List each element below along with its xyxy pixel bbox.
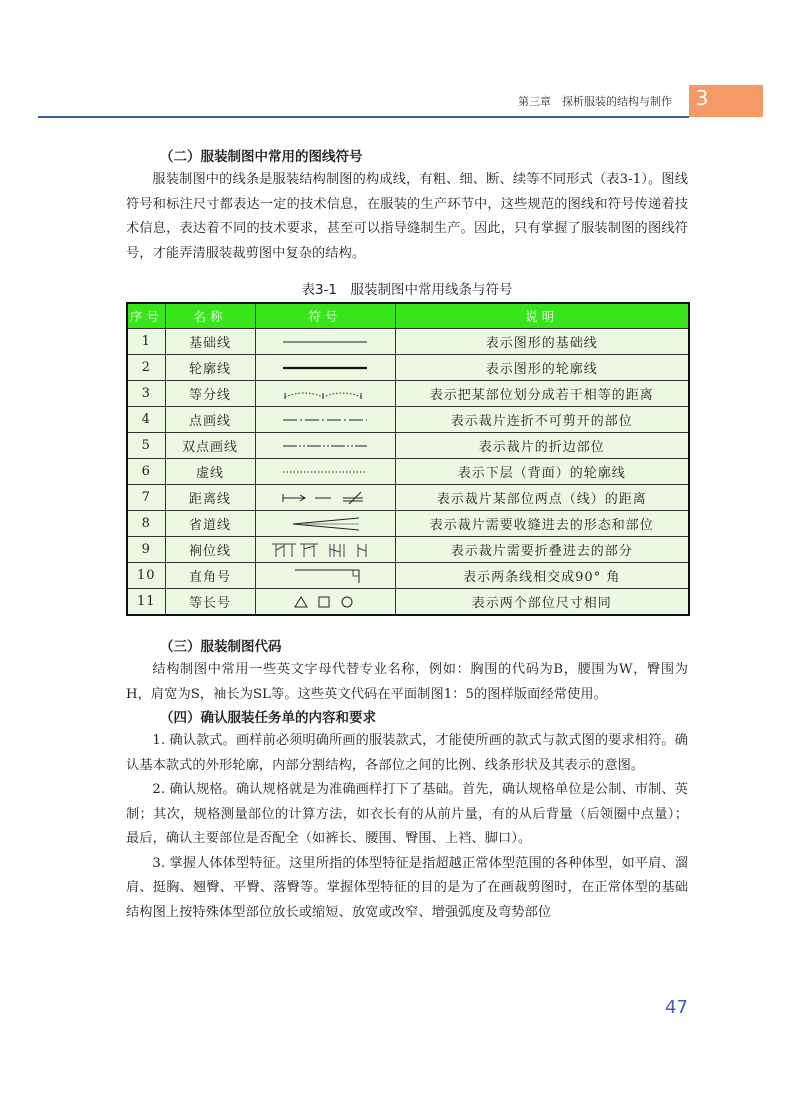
table-row — [127, 329, 689, 355]
table-row — [127, 355, 689, 381]
row-name: 距离线 — [165, 485, 255, 511]
row-description: 表示裁片需要折叠进去的部分 — [395, 537, 689, 563]
row-name: 基础线 — [165, 329, 255, 355]
dash-dot-line-symbol — [255, 407, 395, 433]
row-number: 2 — [127, 355, 165, 381]
table-row — [127, 485, 689, 511]
row-name: 双点画线 — [165, 433, 255, 459]
row-description: 表示两条线相交成90° 角 — [395, 563, 689, 589]
table-row — [127, 537, 689, 563]
pleat-line-symbol — [255, 537, 395, 563]
row-description: 表示两个部位尺寸相同 — [395, 589, 689, 616]
row-description: 表示裁片需要收缝进去的形态和部位 — [395, 511, 689, 537]
row-number: 11 — [127, 589, 165, 616]
row-number: 9 — [127, 537, 165, 563]
row-number: 8 — [127, 511, 165, 537]
row-name: 直角号 — [165, 563, 255, 589]
table-row — [127, 407, 689, 433]
section-title-symbols: （二）服装制图中常用的图线符号 — [160, 149, 363, 165]
table-row — [127, 511, 689, 537]
task-item-style: 1. 确认款式。画样前必须明确所画的服装款式，才能使所画的款式与款式图的要求相符。确认基本款式的外形轮廓，内部分割结构，各部位之间的比例、线条形状及其表示的意图。 — [126, 733, 688, 773]
row-name: 裥位线 — [165, 537, 255, 563]
chapter-header-title: 第三章 探析服装的结构与制作 — [518, 95, 672, 108]
row-description: 表示裁片的折边部位 — [395, 433, 689, 459]
dart-line-symbol — [255, 511, 395, 537]
table-row — [127, 563, 689, 589]
task-item-body-type: 3. 掌握人体体型特征。这里所指的体型特征是指超越正常体型范围的各种体型，如平肩、溜肩、挺胸、翘臀、平臀、落臀等。掌握体型特征的目的是为了在画裁剪图时，在正常体型的基础结构图上按特殊体型部位放长或缩短、放宽或改窄、增强弧度及弯势部位 — [126, 855, 688, 920]
thin-solid-line-symbol — [255, 329, 395, 355]
equal-length-marks-symbol — [255, 589, 395, 616]
section-title-task-sheet: （四）确认服装任务单的内容和要求 — [160, 710, 376, 726]
row-number: 10 — [127, 563, 165, 589]
equal-division-line-symbol — [255, 381, 395, 407]
symbols-table — [126, 302, 690, 616]
table-header-row — [127, 303, 689, 329]
chapter-tab — [689, 85, 763, 117]
thick-solid-line-symbol — [255, 355, 395, 381]
row-description: 表示裁片某部位两点（线）的距离 — [395, 485, 689, 511]
section-paragraph-symbols: 服装制图中的线条是服装结构制图的构成线，有粗、细、断、续等不同形式（表3-1）。图线符号和标注尺寸都表达一定的技术信息，在服装的生产环节中，这些规范的图线和符号传递着技术信息，表达着不同的技术要求，甚至可以指导缝制生产。因此，只有掌握了服装制图的图线符号，才能弄清服装裁剪图中复杂的结构。 — [126, 172, 688, 261]
header-rule — [38, 116, 689, 118]
row-number: 7 — [127, 485, 165, 511]
table-caption: 表3-1 服装制图中常用线条与符号 — [301, 282, 513, 298]
distance-line-symbol — [255, 485, 395, 511]
row-description: 表示下层（背面）的轮廓线 — [395, 459, 689, 485]
column-header-number: 序号 — [127, 303, 165, 329]
row-number: 1 — [127, 329, 165, 355]
section-title-codes: （三）服装制图代码 — [160, 639, 282, 655]
table-row — [127, 459, 689, 485]
table-row — [127, 381, 689, 407]
dash-double-dot-line-symbol — [255, 433, 395, 459]
row-number: 5 — [127, 433, 165, 459]
dotted-line-symbol — [255, 459, 395, 485]
table-row — [127, 589, 689, 616]
column-header-description: 说明 — [395, 303, 689, 329]
row-description: 表示裁片连折不可剪开的部位 — [395, 407, 689, 433]
table-body — [127, 329, 689, 616]
row-name: 虚线 — [165, 459, 255, 485]
row-number: 6 — [127, 459, 165, 485]
row-name: 等分线 — [165, 381, 255, 407]
row-description: 表示把某部位划分成若干相等的距离 — [395, 381, 689, 407]
row-name: 等长号 — [165, 589, 255, 616]
column-header-symbol: 符号 — [255, 303, 395, 329]
row-name: 省道线 — [165, 511, 255, 537]
right-angle-mark-symbol — [255, 563, 395, 589]
row-description: 表示图形的轮廓线 — [395, 355, 689, 381]
section-paragraph-codes: 结构制图中常用一些英文字母代替专业名称，例如：胸围的代码为B，腰围为W，臀围为H，肩宽为S，袖长为SL等。这些英文代码在平面制图1：5的图样版面经常使用。 — [126, 662, 688, 702]
table-row — [127, 433, 689, 459]
row-description: 表示图形的基础线 — [395, 329, 689, 355]
column-header-name: 名称 — [165, 303, 255, 329]
page-content — [126, 146, 688, 925]
row-number: 4 — [127, 407, 165, 433]
task-item-spec: 2. 确认规格。确认规格就是为准确画样打下了基础。首先，确认规格单位是公制、市制、英制；其次，规格测量部位的计算方法，如衣长有的从前片量，有的从后背量（后领圈中点量）；最后，确认主要部位是否配全（如裤长、腰围、臀围、上裆、脚口）。 — [126, 782, 688, 846]
row-name: 轮廓线 — [165, 355, 255, 381]
chapter-number: 3 — [695, 86, 709, 110]
page-number: 47 — [665, 997, 688, 1018]
row-name: 点画线 — [165, 407, 255, 433]
row-number: 3 — [127, 381, 165, 407]
